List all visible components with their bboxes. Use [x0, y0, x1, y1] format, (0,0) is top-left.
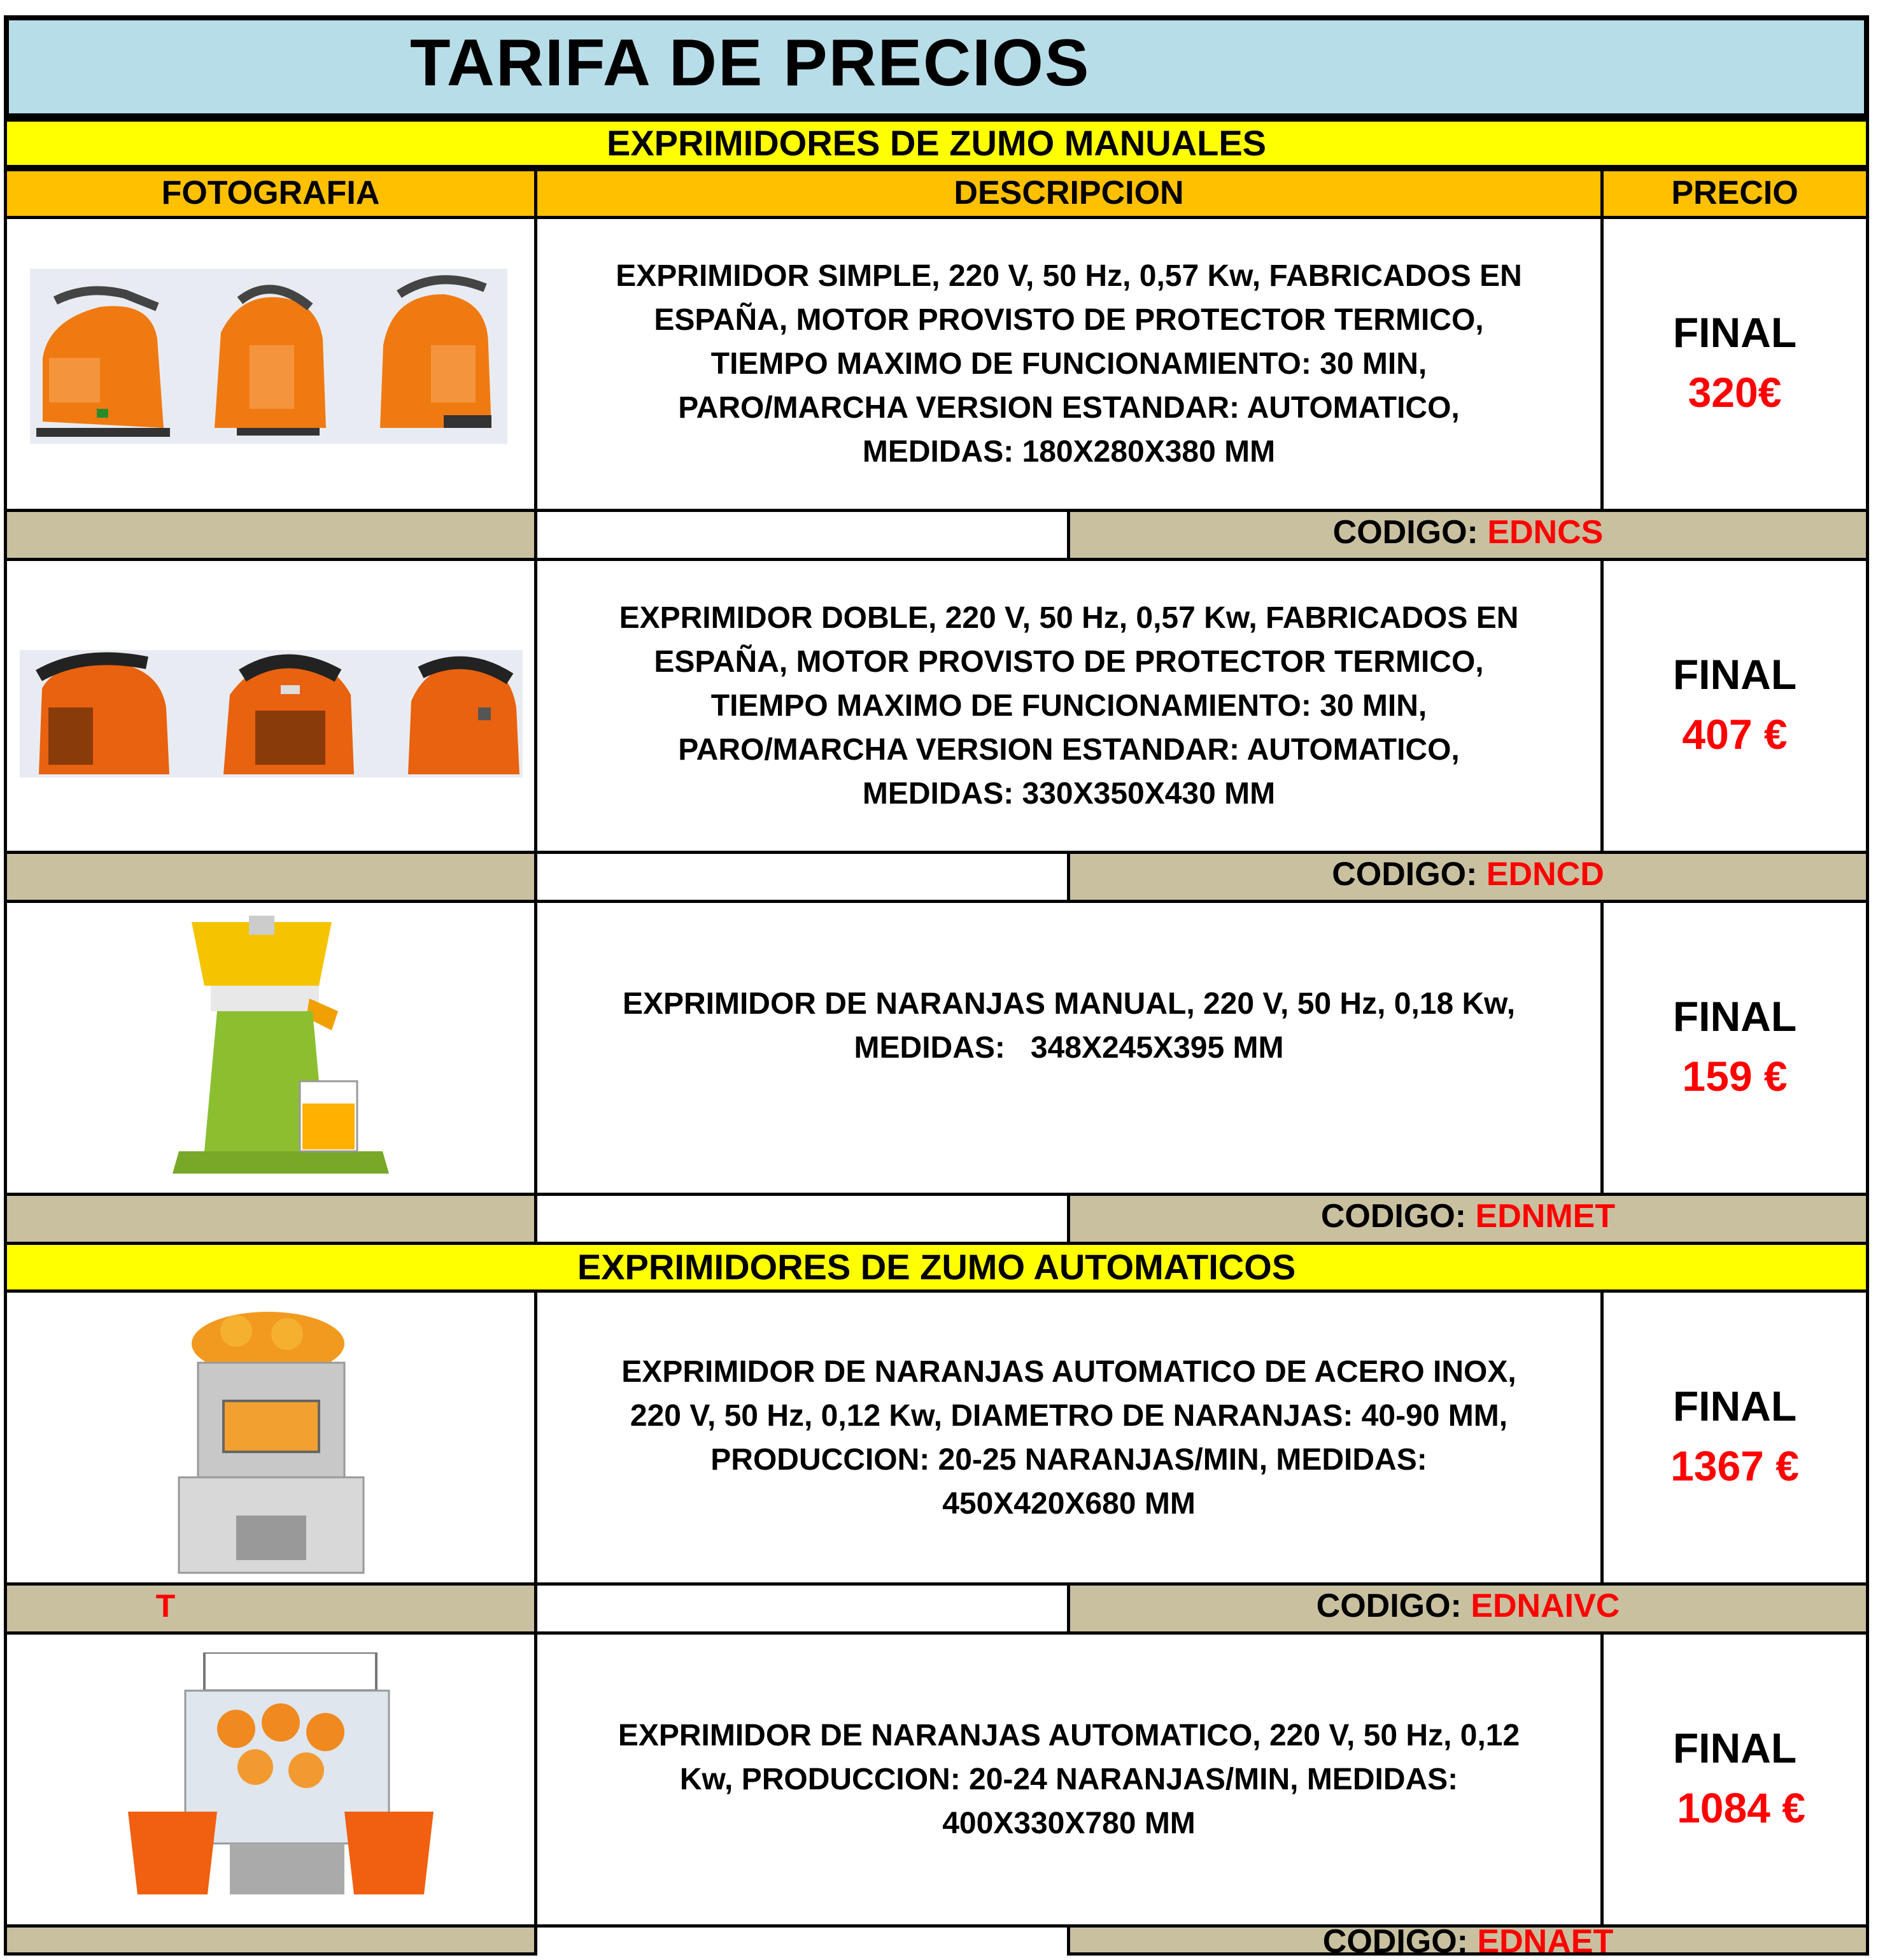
- code-value: EDNCD: [1486, 856, 1604, 893]
- orange-juicer-simple-photo: [30, 269, 507, 444]
- description-line: MEDIDAS: 180X280X380 MM: [862, 435, 1276, 469]
- steel-automatic-juicer-photo: [166, 1305, 376, 1579]
- product-photo-cell: [4, 1631, 537, 1928]
- price-final-label: FINAL: [1672, 993, 1797, 1040]
- section-band-manual: [4, 118, 1869, 168]
- price-final-label: FINAL: [1672, 651, 1797, 698]
- code-value: EDNAET: [1477, 1923, 1614, 1960]
- description-line: 220 V, 50 Hz, 0,12 Kw, DIAMETRO DE NARANJAS: 40-90 MM,: [630, 1398, 1508, 1433]
- product-price-cell: [1600, 558, 1869, 854]
- description-line: EXPRIMIDOR DE NARANJAS AUTOMATICO, 220 V, 50 Hz, 0,12: [618, 1719, 1520, 1752]
- code-label: CODIGO:: [1332, 514, 1488, 551]
- product-description-cell: [534, 900, 1604, 1196]
- column-header-description: [534, 168, 1604, 219]
- code-cell: [1067, 1193, 1869, 1245]
- product-photo-cell: [4, 1289, 537, 1586]
- code-label: CODIGO:: [1316, 1587, 1471, 1624]
- description-line: PRODUCCION: 20-25 NARANJAS/MIN, MEDIDAS:: [710, 1442, 1427, 1477]
- product-photo-cell: [4, 216, 537, 512]
- description-line: EXPRIMIDOR SIMPLE, 220 V, 50 Hz, 0,57 Kw, FABRICADOS EN: [616, 259, 1522, 293]
- code-left-cell: [4, 509, 537, 561]
- transparent-automatic-juicer-photo: [128, 1652, 446, 1907]
- description-line: EXPRIMIDOR DE NARANJAS AUTOMATICO DE ACERO INOX,: [621, 1354, 1516, 1389]
- title-bar: [4, 15, 1869, 118]
- section-band-auto: [4, 1242, 1869, 1293]
- description-line: TIEMPO MAXIMO DE FUNCIONAMIENTO: 30 MIN,: [710, 689, 1427, 723]
- product-price-cell: [1600, 216, 1869, 512]
- description-line: EXPRIMIDOR DE NARANJAS MANUAL, 220 V, 50 Hz, 0,18 Kw,: [622, 986, 1516, 1021]
- description-line: MEDIDAS: 348X245X395 MM: [854, 1030, 1284, 1065]
- price-final-label: FINAL: [1672, 1724, 1797, 1772]
- section-title-manual: EXPRIMIDORES DE ZUMO MANUALES: [606, 123, 1267, 163]
- price-amount: 159 €: [1682, 1053, 1788, 1100]
- description-line: PARO/MARCHA VERSION ESTANDAR: AUTOMATICO,: [678, 733, 1460, 767]
- price-final-label: FINAL: [1672, 309, 1797, 356]
- product-photo-cell: [4, 558, 537, 854]
- product-price-cell: [1600, 900, 1869, 1196]
- price-final-label: FINAL: [1672, 1382, 1797, 1430]
- column-header-photo-label: FOTOGRAFIA: [161, 174, 380, 211]
- code-label: CODIGO:: [1332, 856, 1486, 893]
- product-description-cell: [534, 1631, 1604, 1928]
- product-description-cell: [534, 1289, 1604, 1586]
- price-amount: 407 €: [1682, 711, 1788, 758]
- product-price-cell: [1600, 1631, 1869, 1928]
- description-line: MEDIDAS: 330X350X430 MM: [862, 777, 1276, 811]
- description-line: PARO/MARCHA VERSION ESTANDAR: AUTOMATICO,: [678, 391, 1460, 425]
- description-line: Kw, PRODUCCION: 20-24 NARANJAS/MIN, MEDIDAS:: [679, 1763, 1458, 1796]
- description-line: 450X420X680 MM: [942, 1486, 1196, 1521]
- code-note: T: [155, 1588, 176, 1624]
- description-line: ESPAÑA, MOTOR PROVISTO DE PROTECTOR TERMICO,: [654, 303, 1484, 337]
- description-line: ESPAÑA, MOTOR PROVISTO DE PROTECTOR TERMICO,: [654, 645, 1484, 679]
- orange-juicer-double-photo: [20, 650, 523, 778]
- price-amount: 1084 €: [1677, 1784, 1805, 1831]
- column-header-price-label: PRECIO: [1671, 174, 1798, 211]
- code-value: EDNMET: [1475, 1198, 1616, 1235]
- page-title: TARIFA DE PRECIOS: [410, 26, 1091, 100]
- product-description-cell: [534, 216, 1604, 512]
- price-amount: 320€: [1688, 369, 1782, 416]
- column-header-photo: [4, 168, 537, 219]
- product-description-cell: [534, 558, 1604, 854]
- code-cell: [1067, 509, 1869, 561]
- price-amount: 1367 €: [1670, 1442, 1799, 1489]
- code-label: CODIGO:: [1320, 1198, 1476, 1235]
- green-manual-juicer-photo: [173, 916, 402, 1189]
- section-title-auto: EXPRIMIDORES DE ZUMO AUTOMATICOS: [577, 1247, 1296, 1287]
- code-value: EDNCS: [1487, 514, 1604, 551]
- description-line: TIEMPO MAXIMO DE FUNCIONAMIENTO: 30 MIN,: [710, 347, 1427, 381]
- product-price-cell: [1600, 1289, 1869, 1586]
- code-left-cell: [4, 851, 537, 903]
- code-cell: [1067, 851, 1869, 903]
- product-photo-cell: [4, 900, 537, 1196]
- code-label: CODIGO:: [1322, 1923, 1478, 1960]
- code-value: EDNAIVC: [1471, 1587, 1620, 1624]
- column-header-price: [1600, 168, 1869, 219]
- code-cell: [1067, 1923, 1869, 1960]
- code-left-cell: [4, 1582, 537, 1635]
- code-cell: [1067, 1582, 1869, 1635]
- column-header-description-label: DESCRIPCION: [954, 174, 1184, 211]
- code-left-cell: [4, 1924, 537, 1956]
- description-line: 400X330X780 MM: [942, 1807, 1196, 1840]
- code-left-cell: [4, 1193, 537, 1245]
- description-line: EXPRIMIDOR DOBLE, 220 V, 50 Hz, 0,57 Kw, FABRICADOS EN: [619, 601, 1519, 635]
